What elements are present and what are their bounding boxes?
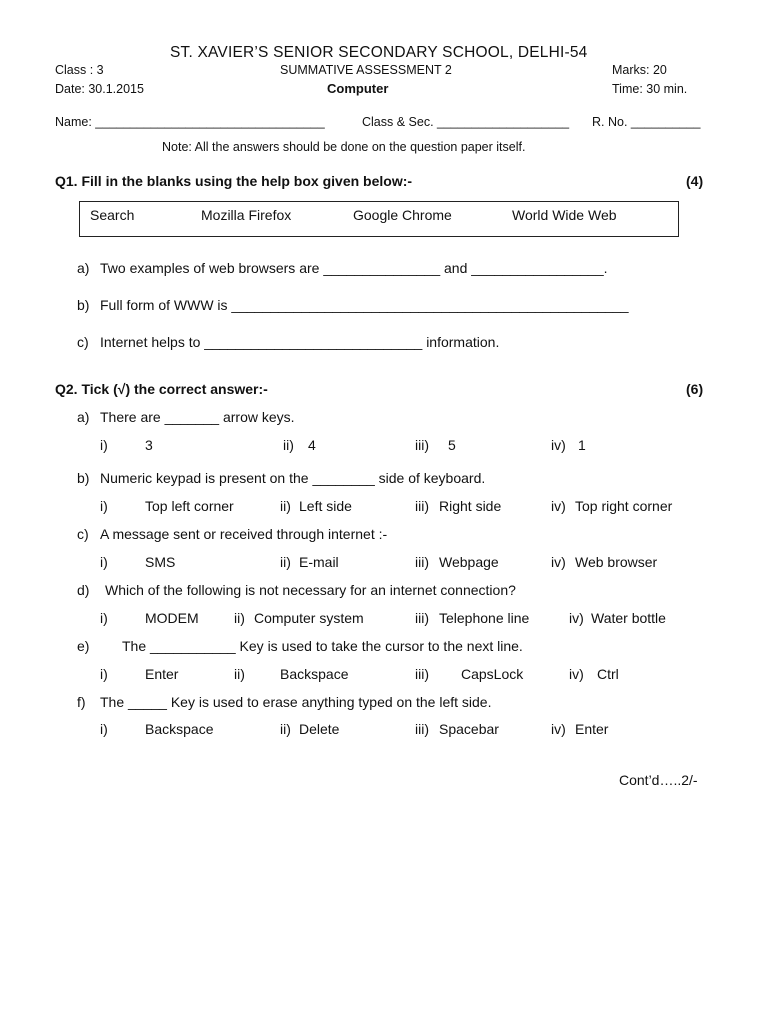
option-number: iii) <box>415 610 429 626</box>
q2-item-text: Numeric keypad is present on the ________ side of keyboard. <box>100 470 486 486</box>
q1-item-label: a) <box>77 260 90 276</box>
option-number: i) <box>100 610 108 626</box>
class-label: Class : 3 <box>55 63 104 77</box>
q2-item-label: b) <box>77 470 90 486</box>
help-word: World Wide Web <box>512 207 617 223</box>
option-number: iii) <box>415 498 429 514</box>
q2-item-label: a) <box>77 409 90 425</box>
q1-item-text[interactable]: Two examples of web browsers are _______________ and _________________. <box>100 260 608 276</box>
option-number: i) <box>100 666 108 682</box>
option-number: ii) <box>280 498 291 514</box>
option-text[interactable]: Webpage <box>439 554 499 570</box>
option-text[interactable]: Left side <box>299 498 352 514</box>
option-number: iv) <box>569 666 584 682</box>
option-number: iv) <box>551 554 566 570</box>
q2-heading: Q2. Tick (√) the correct answer:- <box>55 381 268 397</box>
option-text[interactable]: Right side <box>439 498 502 514</box>
option-text[interactable]: Top right corner <box>575 498 673 514</box>
subject-label: Computer <box>327 81 389 96</box>
q2-item-text: Which of the following is not necessary for an internet connection? <box>105 582 516 598</box>
option-text[interactable]: 5 <box>448 437 456 453</box>
q2-marks: (6) <box>686 381 704 397</box>
option-text[interactable]: Backspace <box>145 721 214 737</box>
q2-item-label: f) <box>77 694 86 710</box>
option-text[interactable]: Computer system <box>254 610 364 626</box>
option-number: i) <box>100 498 108 514</box>
option-text[interactable]: CapsLock <box>461 666 524 682</box>
option-number: iv) <box>551 721 566 737</box>
q2-item-text: There are _______ arrow keys. <box>100 409 295 425</box>
help-word: Google Chrome <box>353 207 452 223</box>
class-section-field[interactable]: Class & Sec. ___________________ <box>362 115 570 129</box>
date-label: Date: 30.1.2015 <box>55 82 144 96</box>
option-number: ii) <box>283 437 294 453</box>
option-number: iv) <box>551 498 566 514</box>
option-text[interactable]: 1 <box>578 437 586 453</box>
q2-item-text: The _____ Key is used to erase anything typed on the left side. <box>100 694 492 710</box>
q1-item-text[interactable]: Full form of WWW is ___________________________________________________ <box>100 297 629 313</box>
q1-item-text[interactable]: Internet helps to ____________________________ information. <box>100 334 500 350</box>
option-text[interactable]: Spacebar <box>439 721 499 737</box>
option-number: ii) <box>280 554 291 570</box>
option-text[interactable]: Ctrl <box>597 666 619 682</box>
q2-item-label: e) <box>77 638 90 654</box>
q2-item-label: d) <box>77 582 90 598</box>
option-number: iii) <box>415 437 429 453</box>
time-label: Time: 30 min. <box>612 82 688 96</box>
help-word: Search <box>90 207 135 223</box>
continued-note: Cont’d…..2/- <box>619 772 698 788</box>
option-text[interactable]: 3 <box>145 437 153 453</box>
option-text[interactable]: Water bottle <box>591 610 666 626</box>
option-text[interactable]: MODEM <box>145 610 199 626</box>
q2-item-text: A message sent or received through internet :- <box>100 526 388 542</box>
q1-item-label: b) <box>77 297 90 313</box>
option-text[interactable]: 4 <box>308 437 316 453</box>
option-number: iii) <box>415 721 429 737</box>
option-number: i) <box>100 721 108 737</box>
option-number: ii) <box>234 666 245 682</box>
q2-item-text: The ___________ Key is used to take the cursor to the next line. <box>122 638 523 654</box>
option-text[interactable]: Top left corner <box>145 498 234 514</box>
option-text[interactable]: Telephone line <box>439 610 530 626</box>
option-text[interactable]: E-mail <box>299 554 339 570</box>
help-word: Mozilla Firefox <box>201 207 292 223</box>
q2-item-label: c) <box>77 526 89 542</box>
option-text[interactable]: Enter <box>575 721 609 737</box>
option-text[interactable]: Delete <box>299 721 340 737</box>
option-text[interactable]: Backspace <box>280 666 349 682</box>
option-number: iv) <box>569 610 584 626</box>
name-field[interactable]: Name: _________________________________ <box>55 115 325 129</box>
option-number: iii) <box>415 666 429 682</box>
option-text[interactable]: SMS <box>145 554 176 570</box>
instruction-note: Note: All the answers should be done on the question paper itself. <box>162 140 526 154</box>
option-number: iii) <box>415 554 429 570</box>
option-number: i) <box>100 554 108 570</box>
q1-heading: Q1. Fill in the blanks using the help box given below:- <box>55 173 413 189</box>
marks-label: Marks: 20 <box>612 63 667 77</box>
roll-number-field[interactable]: R. No. __________ <box>592 115 701 129</box>
school-name: ST. XAVIER’S SENIOR SECONDARY SCHOOL, DELHI-54 <box>170 44 588 61</box>
option-number: ii) <box>280 721 291 737</box>
option-text[interactable]: Web browser <box>575 554 658 570</box>
option-number: ii) <box>234 610 245 626</box>
q1-marks: (4) <box>686 173 704 189</box>
assessment-label: SUMMATIVE ASSESSMENT 2 <box>280 63 452 77</box>
option-number: iv) <box>551 437 566 453</box>
option-number: i) <box>100 437 108 453</box>
q1-item-label: c) <box>77 334 89 350</box>
option-text[interactable]: Enter <box>145 666 179 682</box>
